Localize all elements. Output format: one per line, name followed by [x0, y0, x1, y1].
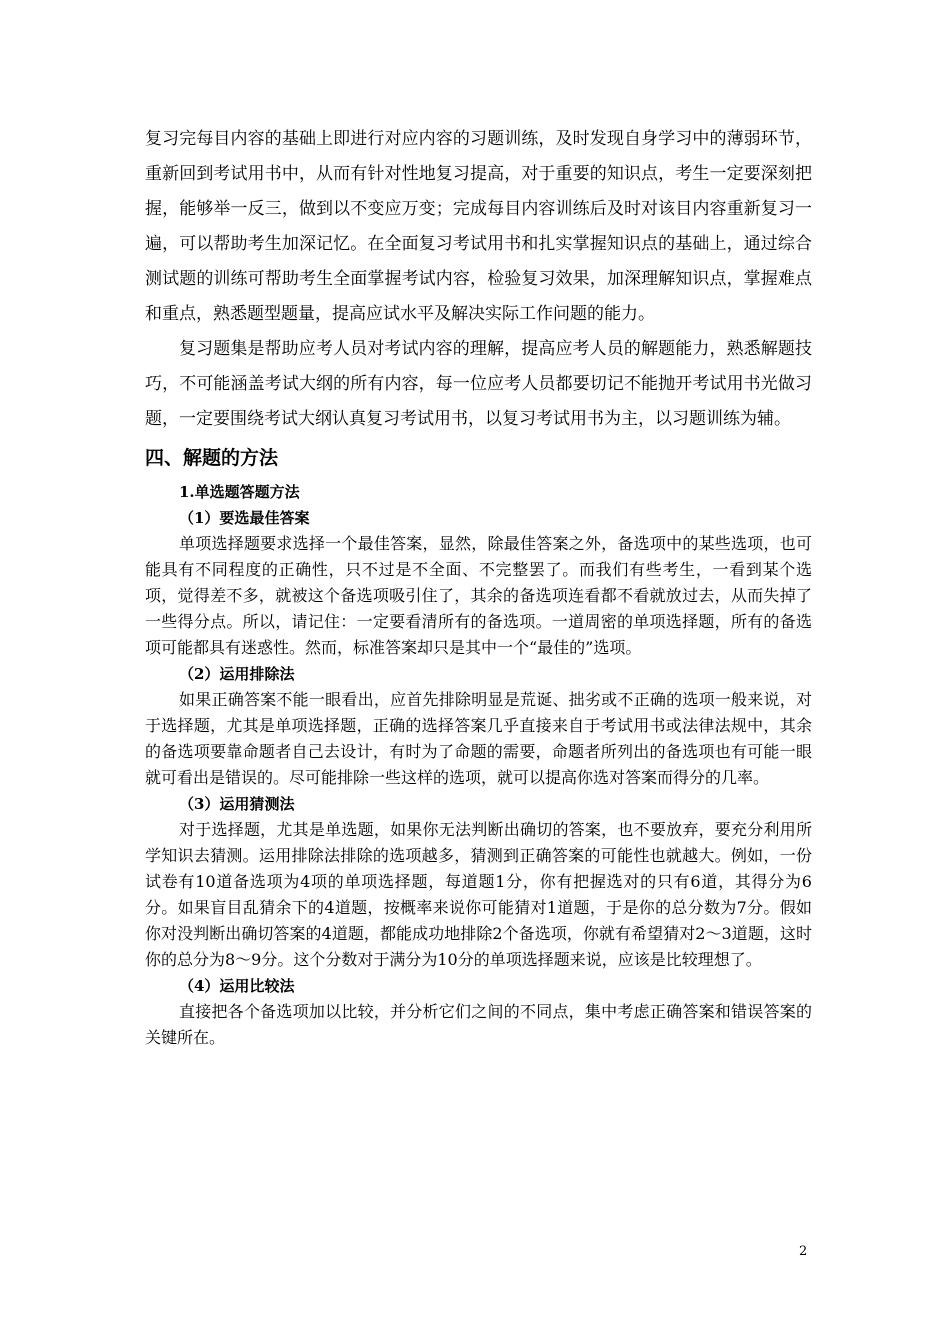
page-number: 2 — [799, 1244, 808, 1259]
method-body: 对于选择题，尤其是单选题，如果你无法判断出确切的答案，也不要放弃，要充分利用所学知识去猜测。运用排除法排除的选项越多，猜测到正确答案的可能性也就越大。例如，一份试卷有10道备选项为4项的单项选择题，每道题1分，你有把握选对的只有6道，其得分为6分。如果盲目乱猜余下的4道题，按概率来说你可能猜对1道题，于是你的总分数为7分。假如你对没判断出确切答案的4道题，都能成功地排除2个备选项，你就有希望猜对2～3道题，这时你的总分为8～9分。这个分数对于满分为10分的单项选择题来说，应该是比较理想了。 — [145, 820, 812, 969]
method-title: （3）运用猜测法 — [179, 795, 295, 813]
method-body: 单项选择题要求选择一个最佳答案，显然，除最佳答案之外，备选项中的某些选项，也可能具有不同程度的正确性，只不过是不全面、不完整罢了。而我们有些考生，一看到某个选项，觉得差不多，就被这个备选项吸引住了，其余的备选项连看都不看就放过去，从而失掉了一些得分点。所以，请记住：一定要看清所有的备选项。一道周密的单项选择题，所有的备选项可能都具有迷惑性。然而，标准答案却只是其中一个“最佳的”选项。 — [145, 534, 812, 657]
method-list — [145, 505, 812, 1051]
method-title: （2）运用排除法 — [179, 665, 295, 683]
method-body: 如果正确答案不能一眼看出，应首先排除明显是荒诞、拙劣或不正确的选项一般来说，对于选择题，尤其是单项选择题，正确的选择答案几乎直接来自于考试用书或法律法规中，其余的备选项要靠命题者自己去设计，有时为了命题的需要，命题者所列出的备选项也有可能一眼就可看出是错误的。尽可能排除一些这样的选项，就可以提高你选对答案而得分的几率。 — [145, 690, 812, 787]
method-title: （4）运用比较法 — [179, 977, 295, 995]
page-content — [145, 122, 812, 1051]
intro-section — [145, 122, 812, 437]
intro-paragraph-1: 复习完每目内容的基础上即进行对应内容的习题训练，及时发现自身学习中的薄弱环节，重新回到考试用书中，从而有针对性地复习提高，对于重要的知识点，考生一定要深刻把握，能够举一反三，做到以不变应万变；完成每目内容训练后及时对该目内容重新复习一遍，可以帮助考生加深记忆。在全面复习考试用书和扎实掌握知识点的基础上，通过综合测试题的训练可帮助考生全面掌握考试内容，检验复习效果，加深理解知识点，掌握难点和重点，熟悉题型题量，提高应试水平及解决实际工作问题的能力。 — [145, 129, 812, 324]
method-title: （1）要选最佳答案 — [179, 509, 310, 527]
method-body: 直接把各个备选项加以比较，并分析它们之间的不同点，集中考虑正确答案和错误答案的关键所在。 — [145, 1002, 812, 1047]
sub-heading: 1.单选题答题方法 — [179, 483, 300, 501]
section-heading: 四、解题的方法 — [145, 447, 279, 469]
intro-paragraph-2: 复习题集是帮助应考人员对考试内容的理解，提高应考人员的解题能力，熟悉解题技巧，不可能涵盖考试大纲的所有内容，每一位应考人员都要切记不能抛开考试用书光做习题，一定要围绕考试大纲认真复习考试用书，以复习考试用书为主，以习题训练为辅。 — [145, 339, 812, 429]
